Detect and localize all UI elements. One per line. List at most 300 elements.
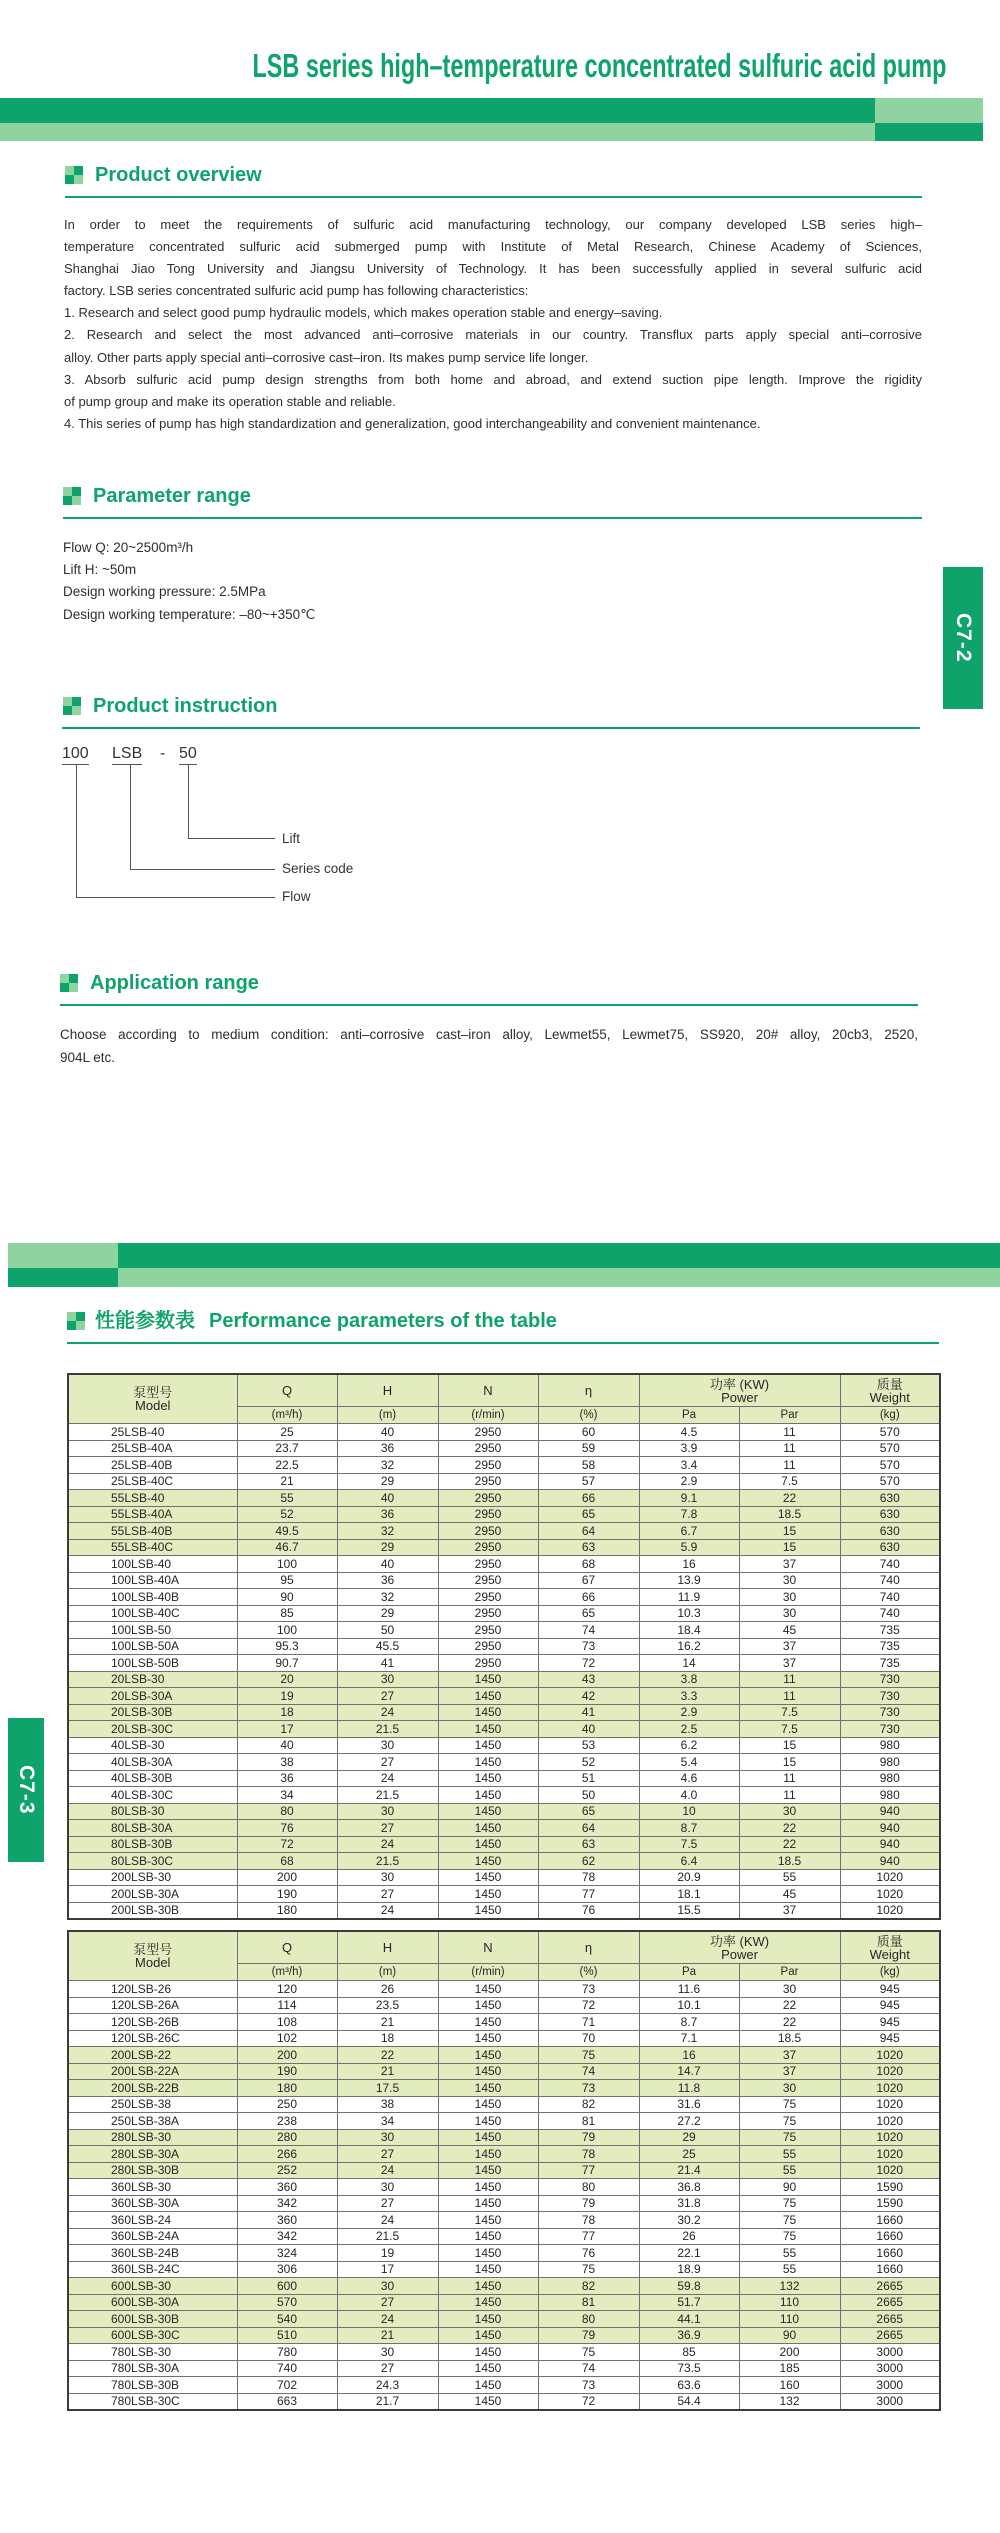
cell-model: 25LSB-40B <box>68 1457 237 1474</box>
table-row <box>68 1853 940 1870</box>
header-weight-en: Weight <box>869 1389 910 1405</box>
cell-n: 1450 <box>438 2360 538 2377</box>
cell-model: 40LSB-30C <box>68 1787 237 1804</box>
cell-n: 1450 <box>438 2179 538 2196</box>
cell-par: 185 <box>739 2360 840 2377</box>
header-power <box>639 1374 840 1407</box>
table-row <box>68 1622 940 1639</box>
cell-model: 200LSB-30B <box>68 1902 237 1919</box>
cell-h: 50 <box>337 1622 438 1639</box>
table-row <box>68 1523 940 1540</box>
table-row <box>68 1886 940 1903</box>
cell-model: 25LSB-40 <box>68 1424 237 1441</box>
cell-pa: 8.7 <box>639 2014 739 2031</box>
cell-pa: 20.9 <box>639 1869 739 1886</box>
unit-h: (m) <box>337 1964 438 1981</box>
cell-q: 25 <box>237 1424 337 1441</box>
cell-model: 600LSB-30 <box>68 2278 237 2295</box>
header-n: N <box>438 1931 538 1964</box>
cell-weight: 1660 <box>840 2261 940 2278</box>
cell-eta: 63 <box>538 1836 639 1853</box>
cell-model: 780LSB-30C <box>68 2393 237 2410</box>
cell-n: 2950 <box>438 1556 538 1573</box>
cell-pa: 3.3 <box>639 1688 739 1705</box>
cell-par: 45 <box>739 1886 840 1903</box>
cell-model: 20LSB-30B <box>68 1704 237 1721</box>
cell-q: 95.3 <box>237 1638 337 1655</box>
cell-h: 27 <box>337 2360 438 2377</box>
application-text <box>60 1023 918 1069</box>
cell-pa: 21.4 <box>639 2162 739 2179</box>
banner-band-light <box>118 1268 1000 1287</box>
cell-par: 45 <box>739 1622 840 1639</box>
table-row <box>68 2063 940 2080</box>
table-row <box>68 2344 940 2361</box>
cell-q: 540 <box>237 2311 337 2328</box>
cell-model: 280LSB-30B <box>68 2162 237 2179</box>
overview-line: 3. Absorb sulfuric acid pump design strengths from both home and abroad, and extend suction pipe length. Improve the rigidity <box>64 371 922 387</box>
cell-weight: 735 <box>840 1638 940 1655</box>
overview-line: 1. Research and select good pump hydraulic models, which makes operation stable and energy–saving. <box>64 305 663 321</box>
cell-model: 55LSB-40B <box>68 1523 237 1540</box>
table-row <box>68 1803 940 1820</box>
cell-n: 1450 <box>438 2327 538 2344</box>
cell-eta: 76 <box>538 1902 639 1919</box>
header-weight-cn: 质量 <box>876 1376 903 1392</box>
table-row <box>68 2195 940 2212</box>
cell-h: 40 <box>337 1556 438 1573</box>
section-heading-performance <box>67 1312 557 1330</box>
cell-pa: 7.5 <box>639 1836 739 1853</box>
cell-h: 30 <box>337 1803 438 1820</box>
cell-h: 41 <box>337 1655 438 1672</box>
unit-n: (r/min) <box>438 1407 538 1424</box>
cell-pa: 7.8 <box>639 1506 739 1523</box>
cell-h: 30 <box>337 2179 438 2196</box>
cell-q: 38 <box>237 1754 337 1771</box>
header-model-en: Model <box>135 1955 171 1970</box>
cell-par: 55 <box>739 1869 840 1886</box>
table-row <box>68 1539 940 1556</box>
cell-pa: 27.2 <box>639 2113 739 2130</box>
cell-eta: 74 <box>538 2360 639 2377</box>
cell-n: 1450 <box>438 1853 538 1870</box>
cell-q: 342 <box>237 2195 337 2212</box>
parameter-lift: Lift H: ~50m <box>63 562 137 578</box>
table-row <box>68 2212 940 2229</box>
cell-q: 40 <box>237 1737 337 1754</box>
cell-h: 17 <box>337 2261 438 2278</box>
cell-eta: 51 <box>538 1770 639 1787</box>
cell-par: 75 <box>739 2096 840 2113</box>
cell-model: 600LSB-30A <box>68 2294 237 2311</box>
header-n: N <box>438 1374 538 1407</box>
cell-pa: 18.4 <box>639 1622 739 1639</box>
cell-q: 280 <box>237 2129 337 2146</box>
banner-block-dark <box>8 1268 118 1287</box>
header-model-cn: 泵型号 <box>133 1385 173 1400</box>
cell-h: 21.5 <box>337 2228 438 2245</box>
cell-q: 342 <box>237 2228 337 2245</box>
cell-eta: 80 <box>538 2311 639 2328</box>
table-row <box>68 2393 940 2410</box>
cell-n: 2950 <box>438 1523 538 1540</box>
cell-q: 102 <box>237 2030 337 2047</box>
cell-weight: 2665 <box>840 2278 940 2295</box>
cell-model: 80LSB-30A <box>68 1820 237 1837</box>
cell-pa: 36.8 <box>639 2179 739 2196</box>
cell-q: 100 <box>237 1622 337 1639</box>
cell-eta: 79 <box>538 2195 639 2212</box>
cell-q: 180 <box>237 2080 337 2097</box>
cell-h: 30 <box>337 1737 438 1754</box>
table-header <box>68 1931 940 1981</box>
cell-eta: 79 <box>538 2327 639 2344</box>
table-row <box>68 2080 940 2097</box>
cell-model: 20LSB-30A <box>68 1688 237 1705</box>
parameter-pressure: Design working pressure: 2.5MPa <box>63 584 266 600</box>
unit-par: Par <box>739 1964 840 1981</box>
cell-pa: 6.2 <box>639 1737 739 1754</box>
cell-weight: 735 <box>840 1655 940 1672</box>
cell-pa: 16 <box>639 1556 739 1573</box>
cell-eta: 81 <box>538 2113 639 2130</box>
cell-pa: 31.6 <box>639 2096 739 2113</box>
table-row <box>68 1688 940 1705</box>
cell-model: 280LSB-30 <box>68 2129 237 2146</box>
cell-par: 7.5 <box>739 1721 840 1738</box>
label-flow: Flow <box>282 889 311 904</box>
cell-weight: 940 <box>840 1803 940 1820</box>
cell-weight: 730 <box>840 1721 940 1738</box>
application-line: Choose according to medium condition: anti–corrosive cast–iron alloy, Lewmet55, Lewmet75, SS920, 20# alloy, 20cb3, 2520, <box>60 1027 918 1042</box>
cell-model: 200LSB-22A <box>68 2063 237 2080</box>
cell-h: 21.5 <box>337 1721 438 1738</box>
cell-pa: 16 <box>639 2047 739 2064</box>
cell-par: 22 <box>739 1997 840 2014</box>
cell-pa: 5.4 <box>639 1754 739 1771</box>
cell-h: 17.5 <box>337 2080 438 2097</box>
cell-eta: 52 <box>538 1754 639 1771</box>
cell-model: 100LSB-40 <box>68 1556 237 1573</box>
cell-n: 1450 <box>438 1770 538 1787</box>
cell-weight: 1590 <box>840 2179 940 2196</box>
cell-n: 2950 <box>438 1473 538 1490</box>
cell-par: 7.5 <box>739 1704 840 1721</box>
cell-eta: 73 <box>538 2377 639 2394</box>
cell-pa: 15.5 <box>639 1902 739 1919</box>
cell-par: 30 <box>739 2080 840 2097</box>
header-h: H <box>337 1931 438 1964</box>
cell-q: 324 <box>237 2245 337 2262</box>
cell-weight: 735 <box>840 1622 940 1639</box>
header-model-cn: 泵型号 <box>133 1942 173 1957</box>
cell-weight: 1660 <box>840 2228 940 2245</box>
cell-weight: 1020 <box>840 2146 940 2163</box>
cell-h: 24 <box>337 1770 438 1787</box>
banner-band-dark <box>118 1243 1000 1268</box>
header-power <box>639 1931 840 1964</box>
table-row <box>68 2129 940 2146</box>
table-row <box>68 1589 940 1606</box>
leader-line-series <box>131 765 276 870</box>
cell-h: 30 <box>337 1869 438 1886</box>
table-row <box>68 2327 940 2344</box>
unit-eta: (%) <box>538 1964 639 1981</box>
table-row <box>68 1820 940 1837</box>
cell-par: 11 <box>739 1424 840 1441</box>
cell-par: 11 <box>739 1787 840 1804</box>
cell-q: 200 <box>237 1869 337 1886</box>
cell-pa: 36.9 <box>639 2327 739 2344</box>
cell-par: 55 <box>739 2245 840 2262</box>
cell-model: 100LSB-40A <box>68 1572 237 1589</box>
cell-pa: 3.9 <box>639 1440 739 1457</box>
cell-eta: 78 <box>538 2146 639 2163</box>
cell-pa: 63.6 <box>639 2377 739 2394</box>
cell-eta: 80 <box>538 2179 639 2196</box>
cell-par: 110 <box>739 2311 840 2328</box>
cell-n: 1450 <box>438 2278 538 2295</box>
label-series-code: Series code <box>282 861 354 876</box>
cell-pa: 11.6 <box>639 1981 739 1998</box>
table-row <box>68 2261 940 2278</box>
cell-eta: 72 <box>538 1997 639 2014</box>
cell-q: 266 <box>237 2146 337 2163</box>
cell-par: 37 <box>739 1556 840 1573</box>
code-leader-lines <box>0 0 300 910</box>
header-model <box>68 1931 237 1981</box>
cell-par: 37 <box>739 1655 840 1672</box>
cell-eta: 77 <box>538 2162 639 2179</box>
cell-n: 2950 <box>438 1638 538 1655</box>
cell-weight: 1020 <box>840 1869 940 1886</box>
cell-n: 1450 <box>438 1688 538 1705</box>
cell-par: 18.5 <box>739 2030 840 2047</box>
cell-q: 90.7 <box>237 1655 337 1672</box>
cell-eta: 59 <box>538 1440 639 1457</box>
cell-h: 22 <box>337 2047 438 2064</box>
overview-line: In order to meet the requirements of sulfuric acid manufacturing technology, our company developed LSB series high– <box>64 217 922 232</box>
cell-h: 27 <box>337 1754 438 1771</box>
cell-model: 780LSB-30B <box>68 2377 237 2394</box>
cell-eta: 57 <box>538 1473 639 1490</box>
cell-pa: 31.8 <box>639 2195 739 2212</box>
cell-pa: 18.9 <box>639 2261 739 2278</box>
cell-weight: 1020 <box>840 2162 940 2179</box>
page-section-tab <box>943 567 983 709</box>
cell-weight: 730 <box>840 1671 940 1688</box>
cell-q: 55 <box>237 1490 337 1507</box>
cell-n: 1450 <box>438 2113 538 2130</box>
cell-pa: 11.9 <box>639 1589 739 1606</box>
cell-n: 1450 <box>438 1787 538 1804</box>
cell-q: 600 <box>237 2278 337 2295</box>
cell-model: 55LSB-40 <box>68 1490 237 1507</box>
cell-weight: 630 <box>840 1490 940 1507</box>
section-title: Parameter range <box>93 485 251 507</box>
table-row <box>68 1572 940 1589</box>
cell-par: 18.5 <box>739 1506 840 1523</box>
cell-par: 37 <box>739 1902 840 1919</box>
cell-h: 29 <box>337 1473 438 1490</box>
cell-q: 21 <box>237 1473 337 1490</box>
table-row <box>68 1981 940 1998</box>
cell-q: 200 <box>237 2047 337 2064</box>
cell-n: 2950 <box>438 1424 538 1441</box>
cell-eta: 79 <box>538 2129 639 2146</box>
cell-pa: 16.2 <box>639 1638 739 1655</box>
cell-eta: 66 <box>538 1589 639 1606</box>
cell-q: 120 <box>237 1981 337 1998</box>
cell-q: 238 <box>237 2113 337 2130</box>
table-row <box>68 1704 940 1721</box>
cell-h: 36 <box>337 1440 438 1457</box>
table-row <box>68 1721 940 1738</box>
label-lift: Lift <box>282 831 301 846</box>
table-body <box>68 1981 940 2411</box>
cell-pa: 4.0 <box>639 1787 739 1804</box>
cell-weight: 630 <box>840 1539 940 1556</box>
cell-n: 2950 <box>438 1457 538 1474</box>
cell-eta: 73 <box>538 2080 639 2097</box>
cell-par: 15 <box>739 1737 840 1754</box>
cell-n: 1450 <box>438 2146 538 2163</box>
cell-model: 780LSB-30 <box>68 2344 237 2361</box>
cell-h: 27 <box>337 1820 438 1837</box>
cell-weight: 1020 <box>840 2047 940 2064</box>
cell-eta: 78 <box>538 1869 639 1886</box>
cell-weight: 740 <box>840 1572 940 1589</box>
cell-par: 75 <box>739 2212 840 2229</box>
cell-pa: 59.8 <box>639 2278 739 2295</box>
table-row <box>68 2146 940 2163</box>
cell-eta: 65 <box>538 1803 639 1820</box>
cell-q: 190 <box>237 2063 337 2080</box>
cell-h: 32 <box>337 1457 438 1474</box>
cell-eta: 73 <box>538 1981 639 1998</box>
header-power-cn: 功率 (KW) <box>709 1376 770 1392</box>
cell-model: 40LSB-30 <box>68 1737 237 1754</box>
cell-eta: 75 <box>538 2344 639 2361</box>
cell-pa: 25 <box>639 2146 739 2163</box>
banner-block-light <box>875 98 983 123</box>
cell-model: 200LSB-30A <box>68 1886 237 1903</box>
cell-pa: 8.7 <box>639 1820 739 1837</box>
cell-weight: 1020 <box>840 2080 940 2097</box>
cell-par: 90 <box>739 2179 840 2196</box>
cell-h: 26 <box>337 1981 438 1998</box>
cell-n: 1450 <box>438 1721 538 1738</box>
cell-q: 95 <box>237 1572 337 1589</box>
cell-model: 80LSB-30C <box>68 1853 237 1870</box>
cell-pa: 9.1 <box>639 1490 739 1507</box>
overview-line: temperature concentrated sulfuric acid submerged pump with Institute of Metal Research, Chinese Academy of Sciences, <box>64 239 922 255</box>
cell-par: 55 <box>739 2162 840 2179</box>
cell-par: 15 <box>739 1523 840 1540</box>
table-row <box>68 1473 940 1490</box>
cell-pa: 10 <box>639 1803 739 1820</box>
table-row <box>68 1506 940 1523</box>
cell-n: 1450 <box>438 1902 538 1919</box>
cell-model: 120LSB-26 <box>68 1981 237 1998</box>
cell-model: 360LSB-24B <box>68 2245 237 2262</box>
cell-h: 32 <box>337 1589 438 1606</box>
section-bullet-icon <box>60 974 78 992</box>
header-power-en: Power <box>721 1946 758 1962</box>
cell-par: 30 <box>739 1803 840 1820</box>
cell-q: 85 <box>237 1605 337 1622</box>
cell-weight: 1020 <box>840 2063 940 2080</box>
cell-h: 19 <box>337 2245 438 2262</box>
cell-par: 37 <box>739 2047 840 2064</box>
cell-pa: 51.7 <box>639 2294 739 2311</box>
page-section-label: C7-3 <box>15 1765 38 1815</box>
unit-weight: (kg) <box>840 1407 940 1424</box>
header-weight <box>840 1374 940 1407</box>
cell-par: 30 <box>739 1589 840 1606</box>
cell-pa: 10.1 <box>639 1997 739 2014</box>
cell-n: 1450 <box>438 1981 538 1998</box>
cell-q: 780 <box>237 2344 337 2361</box>
cell-model: 360LSB-24A <box>68 2228 237 2245</box>
cell-q: 20 <box>237 1671 337 1688</box>
cell-weight: 3000 <box>840 2360 940 2377</box>
cell-eta: 66 <box>538 1490 639 1507</box>
cell-h: 24 <box>337 2311 438 2328</box>
cell-pa: 54.4 <box>639 2393 739 2410</box>
cell-eta: 70 <box>538 2030 639 2047</box>
cell-par: 132 <box>739 2393 840 2410</box>
page-title: LSB series high–temperature concentrated sulfuric acid pump <box>252 47 946 84</box>
cell-n: 1450 <box>438 1997 538 2014</box>
overview-line: alloy. Other parts apply special anti–corrosive cast–iron. Its makes pump service life longer. <box>64 349 589 365</box>
cell-weight: 940 <box>840 1836 940 1853</box>
cell-weight: 945 <box>840 2014 940 2031</box>
cell-h: 21.5 <box>337 1853 438 1870</box>
page-section-label: C7-2 <box>952 613 975 663</box>
header-weight <box>840 1931 940 1964</box>
cell-pa: 29 <box>639 2129 739 2146</box>
cell-weight: 945 <box>840 2030 940 2047</box>
cell-eta: 71 <box>538 2014 639 2031</box>
cell-n: 1450 <box>438 2228 538 2245</box>
cell-eta: 62 <box>538 1853 639 1870</box>
cell-pa: 11.8 <box>639 2080 739 2097</box>
unit-n: (r/min) <box>438 1964 538 1981</box>
cell-weight: 3000 <box>840 2377 940 2394</box>
cell-h: 27 <box>337 1688 438 1705</box>
cell-model: 120LSB-26B <box>68 2014 237 2031</box>
cell-eta: 74 <box>538 2063 639 2080</box>
cell-h: 34 <box>337 2113 438 2130</box>
cell-eta: 82 <box>538 2096 639 2113</box>
cell-par: 37 <box>739 1638 840 1655</box>
cell-par: 160 <box>739 2377 840 2394</box>
cell-weight: 570 <box>840 1473 940 1490</box>
cell-q: 114 <box>237 1997 337 2014</box>
banner-block-light <box>8 1243 118 1268</box>
cell-model: 250LSB-38A <box>68 2113 237 2130</box>
section-divider <box>67 1342 939 1344</box>
cell-eta: 77 <box>538 1886 639 1903</box>
parameter-flow: Flow Q: 20~2500m³/h <box>63 540 194 555</box>
table-row <box>68 1671 940 1688</box>
table-row <box>68 2014 940 2031</box>
table-row <box>68 2113 940 2130</box>
table-body <box>68 1424 940 1920</box>
cell-par: 75 <box>739 2228 840 2245</box>
